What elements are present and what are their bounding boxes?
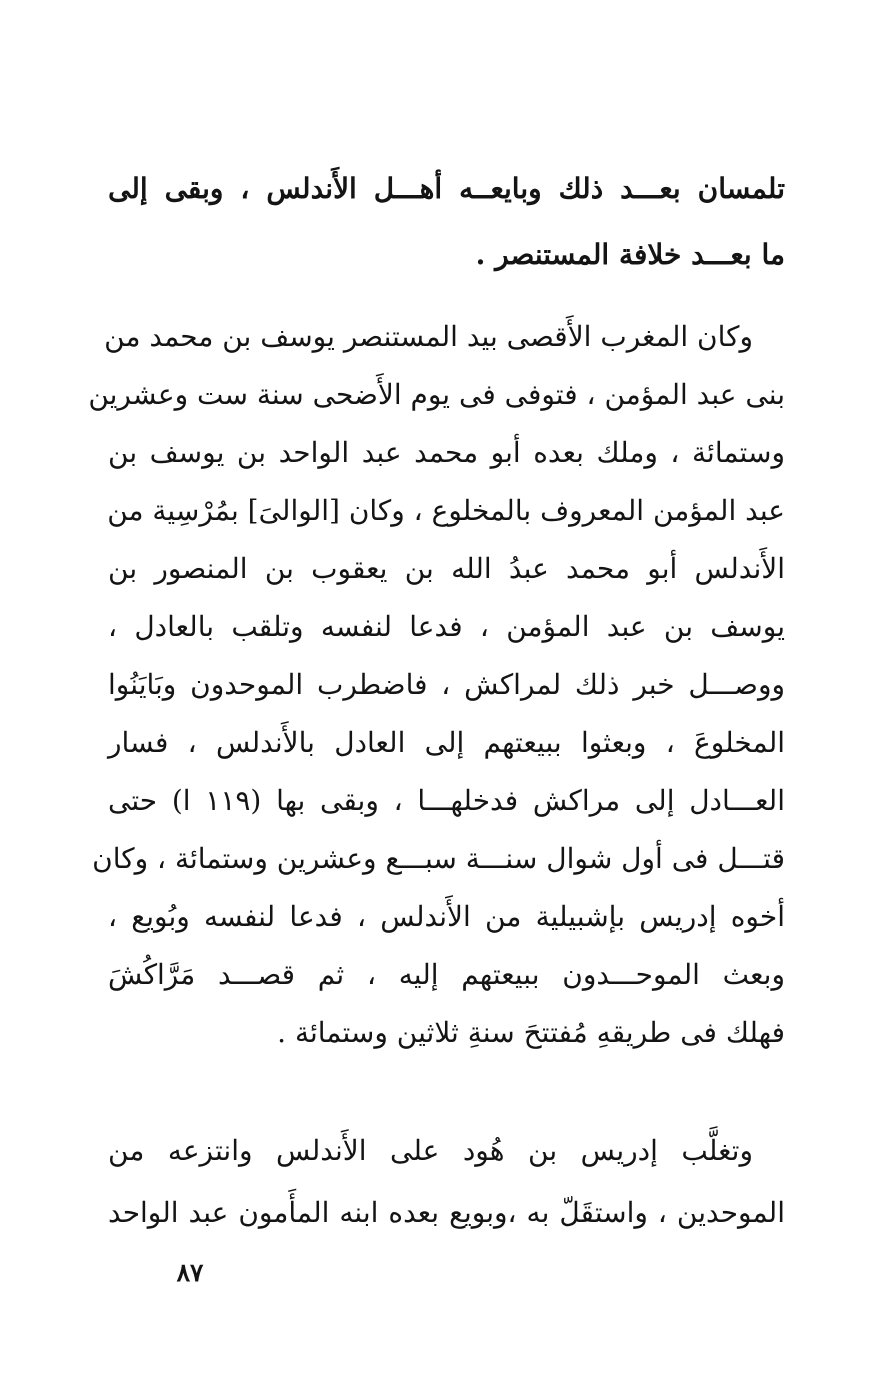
text-line: وبعث الموحـــدون ببيعتهم إليه ، ثم قصـــد مَرَّاكُشَ [108,958,785,991]
text-line: قتـــل فى أول شوال سنـــة سبـــع وعشرين وستمائة ، وكان [92,842,785,875]
page-number: ٨٧ [176,1258,204,1287]
text-line: ما بعـــد خلافة المستنصر . [475,238,785,271]
text-line: وكان المغرب الأَقصى بيد المستنصر يوسف بن محمد من [104,320,753,353]
text-line: وستمائة ، وملك بعده أبو محمد عبد الواحد بن يوسف بن [108,436,785,469]
text-line: تلمسان بعـــد ذلك وبايعــه أهـــل الأَندلس ، وبقى إلى [108,172,785,205]
text-line: بنى عبد المؤمن ، فتوفى فى يوم الأَضحى سنة ست وعشرين [88,378,785,411]
text-line: يوسف بن عبد المؤمن ، فدعا لنفسه وتلقب بالعادل ، [108,610,785,643]
text-line: العـــادل إلى مراكش فدخلهـــا ، وبقى بها (١١٩ ا) حتى [108,784,785,817]
text-line: ووصـــل خبر ذلك لمراكش ، فاضطرب الموحدون وبَايَنُوا [108,668,785,701]
text-line: الأَندلس أبو محمد عبدُ الله بن يعقوب بن المنصور بن [108,552,785,585]
text-line: أخوه إدريس بإشبيلية من الأَندلس ، فدعا لنفسه وبُويع ، [108,900,785,933]
text-line: المخلوعَ ، وبعثوا ببيعتهم إلى العادل بالأَندلس ، فسار [108,726,785,759]
text-line: عبد المؤمن المعروف بالمخلوع ، وكان [الوالىَ] بمُرْسِية من [107,494,785,527]
text-line: وتغلَّب إدريس بن هُود على الأَندلس وانتزعه من [108,1134,753,1167]
text-line: الموحدين ، واستقَلّ به ،وبويع بعده ابنه المأَمون عبد الواحد [108,1196,785,1229]
text-line: فهلك فى طريقهِ مُفتتحَ سنةِ ثلاثين وستمائة . [277,1016,785,1049]
